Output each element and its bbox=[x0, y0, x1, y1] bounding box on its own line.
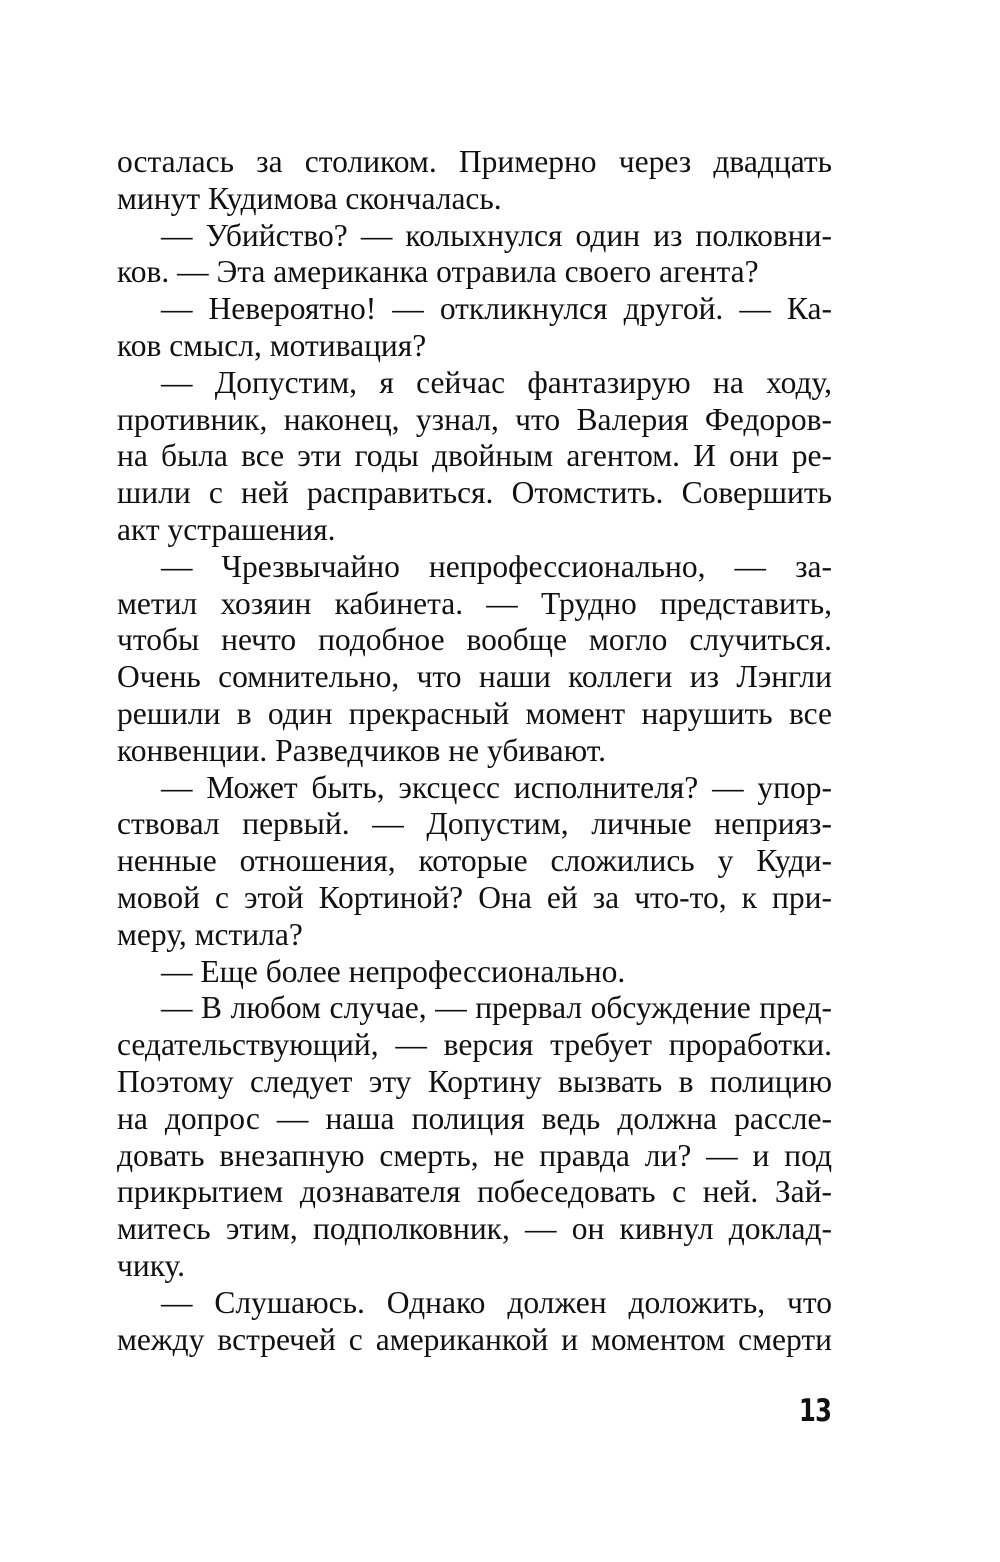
text-line: решили в один прекрасный момент нарушить все bbox=[117, 695, 832, 731]
book-page-text bbox=[117, 144, 832, 1358]
text-line: меру, мстила? bbox=[117, 916, 303, 952]
text-line: — Допустим, я сейчас фантазирую на ходу, bbox=[161, 364, 832, 400]
text-line: шили с ней расправиться. Отомстить. Совершить bbox=[117, 475, 832, 511]
text-line: прикрытием дознавателя побеседовать с ней. Зай- bbox=[117, 1174, 832, 1210]
text-line: конвенции. Разведчиков не убивают. bbox=[117, 732, 607, 768]
text-line: чтобы нечто подобное вообще могло случиться. bbox=[117, 622, 832, 658]
text-line: на была все эти годы двойным агентом. И они ре- bbox=[117, 438, 832, 474]
text-line: противник, наконец, узнал, что Валерия Федоров- bbox=[117, 401, 832, 437]
text-line: седательствующий, — версия требует проработки. bbox=[117, 1027, 832, 1063]
text-line: минут Кудимова скончалась. bbox=[117, 180, 502, 216]
text-line: осталась за столиком. Примерно через двадцать bbox=[117, 144, 832, 179]
text-line: ков смысл, мотивация? bbox=[117, 327, 427, 363]
text-line: — Невероятно! — откликнулся другой. — Ка- bbox=[161, 291, 832, 327]
text-line: Поэтому следует эту Кортину вызвать в полицию bbox=[117, 1063, 832, 1099]
text-line: митесь этим, подполковник, — он кивнул доклад- bbox=[117, 1211, 832, 1247]
text-line: — Чрезвычайно непрофессионально, — за- bbox=[161, 548, 832, 584]
text-line: чику. bbox=[117, 1247, 186, 1283]
text-line: довать внезапную смерть, не правда ли? — и под bbox=[117, 1137, 832, 1173]
text-line: ствовал первый. — Допустим, личные неприяз- bbox=[117, 806, 832, 842]
text-line: — Может быть, эксцесс исполнителя? — упор- bbox=[161, 769, 832, 805]
page-number: 13 bbox=[798, 1393, 831, 1429]
text-line: ков. — Эта американка отравила своего агента? bbox=[117, 254, 759, 290]
text-line: — В любом случае, — прервал обсуждение пред- bbox=[161, 990, 832, 1026]
text-line: мовой с этой Кортиной? Она ей за что-то, к при- bbox=[117, 879, 832, 915]
text-line: между встречей с американкой и моментом смерти bbox=[117, 1321, 832, 1357]
text-line: Очень сомнительно, что наши коллеги из Лэнгли bbox=[117, 659, 832, 695]
text-line: метил хозяин кабинета. — Трудно представить, bbox=[117, 585, 832, 621]
text-line: — Слушаюсь. Однако должен доложить, что bbox=[161, 1284, 832, 1320]
text-line: на допрос — наша полиция ведь должна рассле- bbox=[117, 1100, 832, 1136]
text-line: ненные отношения, которые сложились у Куди- bbox=[117, 843, 832, 879]
text-line: — Еще более непрофессионально. bbox=[161, 953, 626, 989]
text-line: — Убийство? — колыхнулся один из полковни- bbox=[161, 217, 832, 253]
text-line: акт устрашения. bbox=[117, 511, 336, 547]
